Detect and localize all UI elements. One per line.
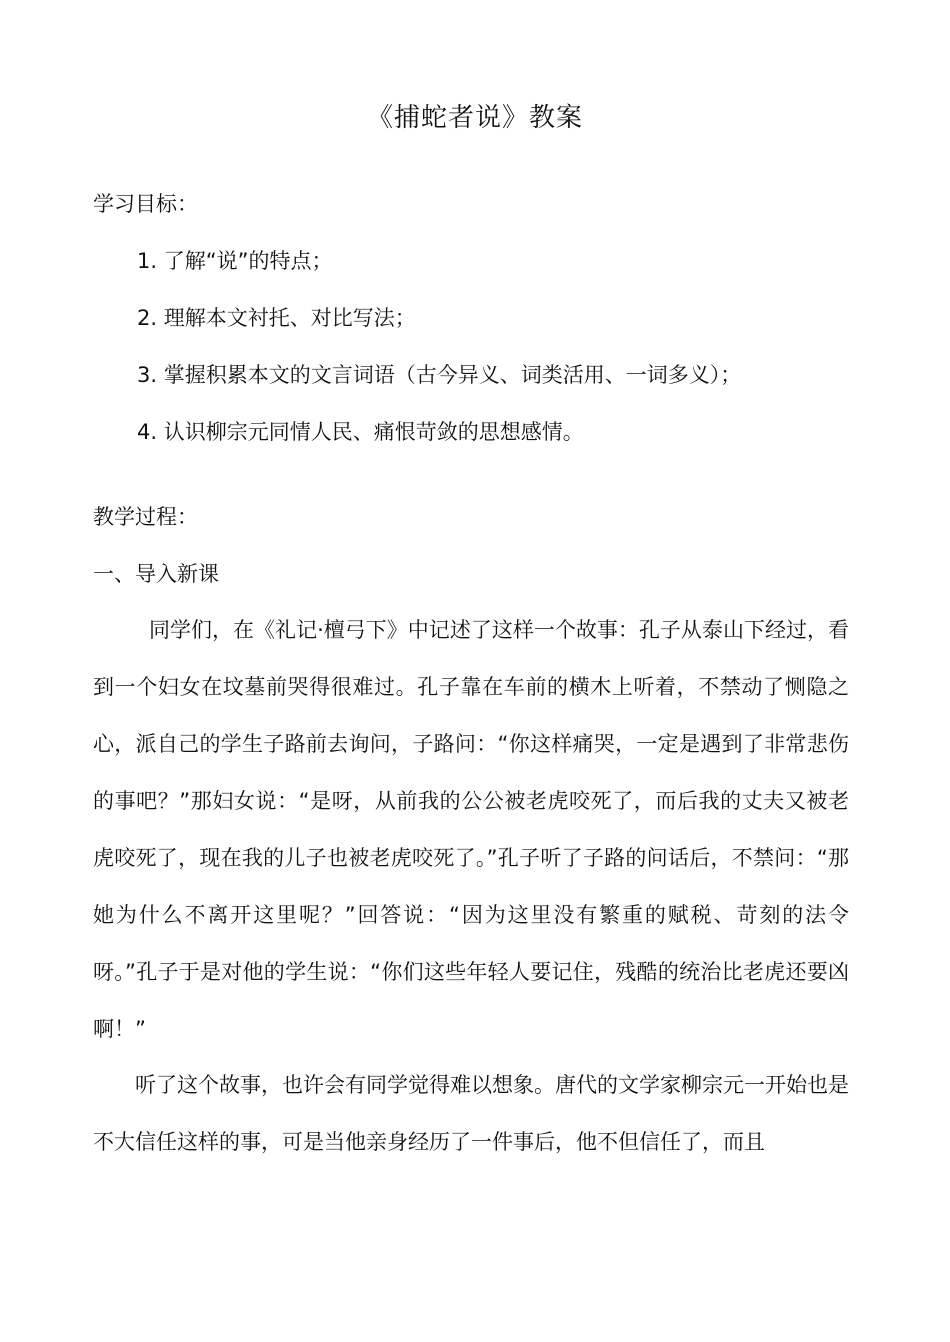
paragraph-transition: 听了这个故事，也许会有同学觉得难以想象。唐代的文学家柳宗元一开始也是不大信任这样的事，可是当他亲身经历了一件事后，他不但信任了，而且 [93, 1073, 849, 1154]
paragraph-story: 同学们，在《礼记·檀弓下》中记述了这样一个故事：孔子从泰山下经过，看到一个妇女在坟墓前哭得很难过。孔子靠在车前的横木上听着，不禁动了恻隐之心，派自己的学生子路前去询问，子路问：“你这样痛哭，一定是遇到了非常悲伤的事吧？”那妇女说：“是呀，从前我的公公被老虎咬死了，而后我的丈夫又被老虎咬死了，现在我的儿子也被老虎咬死了。”孔子听了子路的问话后，不禁问：“那她为什么不离开这里呢？”回答说：“因为这里没有繁重的赋税、苛刻的法令呀。”孔子于是对他的学生说：“你们这些年轻人要记住，残酷的统治比老虎还要凶啊！” [93, 618, 849, 1041]
objective-item-1: 1. 了解“说”的特点； [137, 249, 333, 273]
objective-item-2: 2. 理解本文衬托、对比写法； [137, 306, 416, 330]
document-title: 《捕蛇者说》教案 [366, 103, 583, 133]
objectives-heading: 学习目标： [93, 192, 198, 216]
objective-item-3: 3. 掌握积累本文的文言词语（古今异义、词类活用、一词多义）； [137, 363, 742, 387]
process-heading: 教学过程： [93, 505, 198, 529]
objective-item-4: 4. 认识柳宗元同情人民、痛恨苛敛的思想感情。 [137, 420, 584, 444]
section-heading-intro: 一、导入新课 [93, 562, 219, 586]
